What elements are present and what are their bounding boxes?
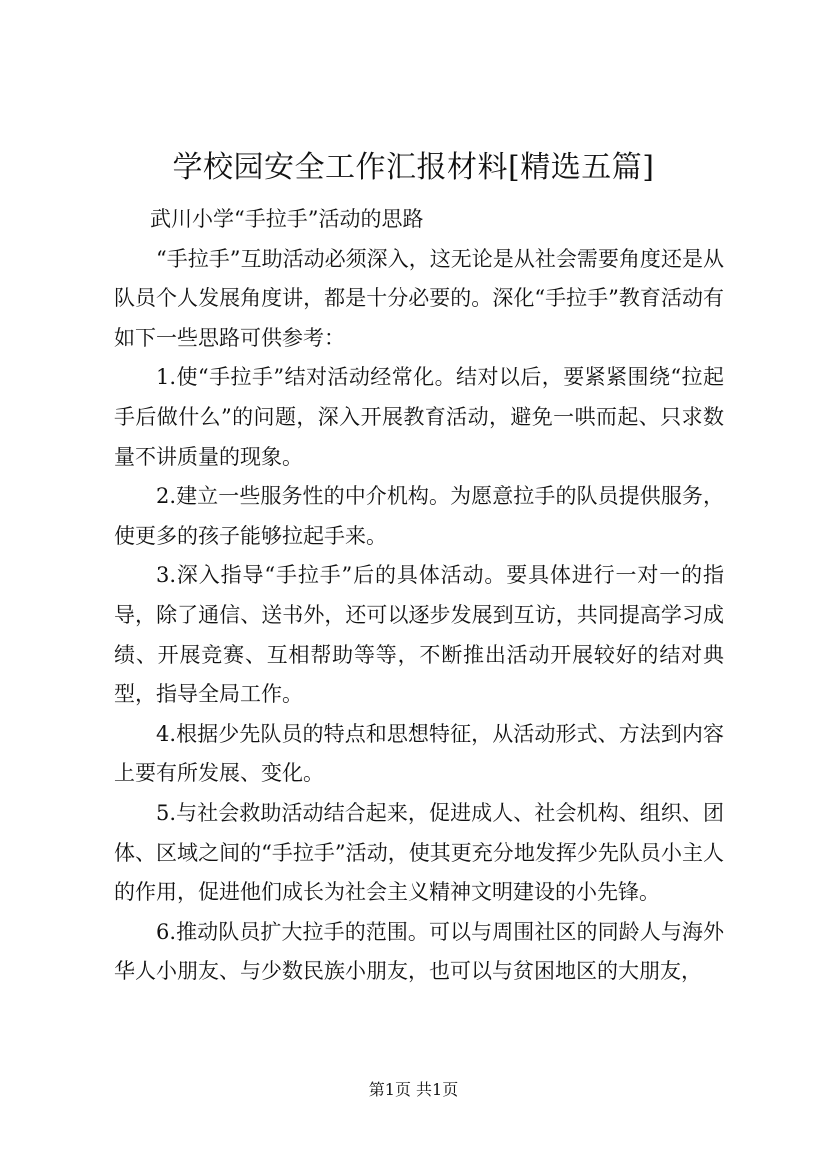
document-subtitle: 武川小学“手拉手”活动的思路 xyxy=(150,207,424,231)
paragraph-item-1: 1.使“手拉手”结对活动经常化。结对以后，要紧紧围绕“拉起手后做什么”的问题，深入开展教育活动，避免一哄而起、只求数量不讲质量的现象。 xyxy=(114,365,724,469)
page-number-footer: 第1页 共1页 xyxy=(368,1080,459,1099)
paragraph-item-6: 6.推动队员扩大拉手的范围。可以与周围社区的同龄人与海外华人小朋友、与少数民族小朋友，也可以与贫困地区的大朋友， xyxy=(114,919,724,984)
paragraph-intro: “手拉手”互助活动必须深入，这无论是从社会需要角度还是从队员个人发展角度讲，都是十分必要的。深化“手拉手”教育活动有如下一些思路可供参考： xyxy=(114,246,724,350)
paragraph-item-2: 2.建立一些服务性的中介机构。为愿意拉手的队员提供服务，使更多的孩子能够拉起手来。 xyxy=(114,484,724,548)
paragraph-item-3: 3.深入指导“手拉手”后的具体活动。要具体进行一对一的指导，除了通信、送书外，还可以逐步发展到互访，共同提高学习成绩、开展竞赛、互相帮助等等，不断推出活动开展较好的结对典型，指导全局工作。 xyxy=(114,563,724,707)
document-title: 学校园安全工作汇报材料[精选五篇] xyxy=(172,150,655,185)
paragraph-item-5: 5.与社会救助活动结合起来，促进成人、社会机构、组织、团体、区域之间的“手拉手”活动，使其更充分地发挥少先队员小主人的作用，促进他们成长为社会主义精神文明建设的小先锋。 xyxy=(114,800,724,905)
paragraph-item-4: 4.根据少先队员的特点和思想特征，从活动形式、方法到内容上要有所发展、变化。 xyxy=(114,721,724,786)
document-body xyxy=(114,200,724,992)
